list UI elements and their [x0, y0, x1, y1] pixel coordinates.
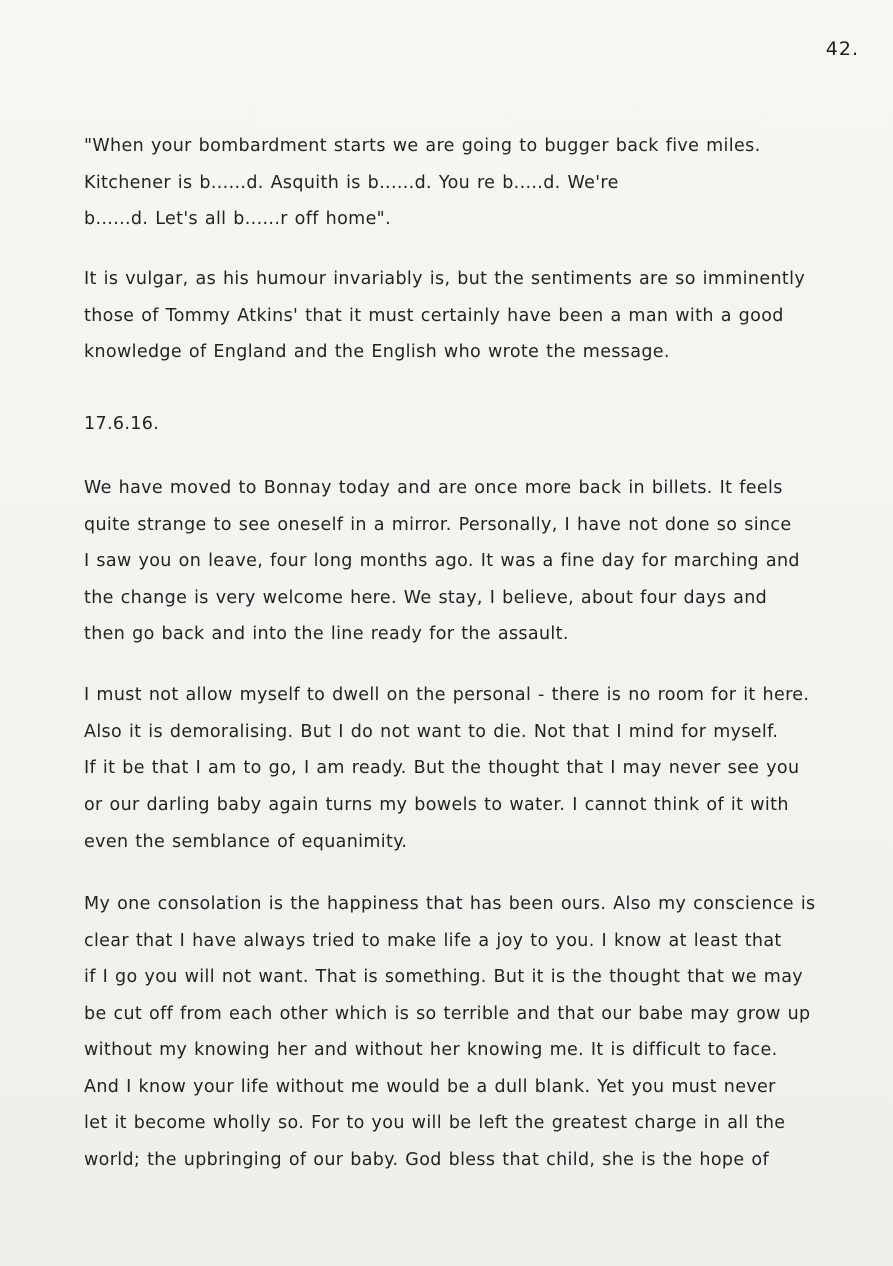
- paragraph-1-line-2: Kitchener is b......d. Asquith is b......d. You re b.....d. We're: [84, 173, 619, 193]
- paragraph-4-line-3: I saw you on leave, four long months ago. It was a fine day for marching and: [84, 551, 800, 571]
- paragraph-6-line-4: be cut off from each other which is so terrible and that our babe may grow up: [84, 1004, 811, 1024]
- paragraph-5-line-2: Also it is demoralising. But I do not want to die. Not that I mind for myself.: [84, 722, 779, 742]
- paragraph-2-line-1: It is vulgar, as his humour invariably is, but the sentiments are so imminently: [84, 269, 806, 289]
- paragraph-4-line-4: the change is very welcome here. We stay, I believe, about four days and: [84, 588, 768, 608]
- paragraph-6-line-7: let it become wholly so. For to you will be left the greatest charge in all the: [84, 1113, 786, 1133]
- diary-date: 17.6.16.: [84, 414, 160, 434]
- paragraph-4-line-1: We have moved to Bonnay today and are once more back in billets. It feels: [84, 478, 783, 498]
- paragraph-4-line-2: quite strange to see oneself in a mirror. Personally, I have not done so since: [84, 515, 792, 535]
- paragraph-6-line-2: clear that I have always tried to make life a joy to you. I know at least that: [84, 931, 782, 951]
- paragraph-6-line-3: if I go you will not want. That is something. But it is the thought that we may: [84, 967, 803, 987]
- paragraph-5-line-4: or our darling baby again turns my bowels to water. I cannot think of it with: [84, 795, 789, 815]
- paragraph-6-line-1: My one consolation is the happiness that has been ours. Also my conscience is: [84, 894, 816, 914]
- paragraph-1-line-1: "When your bombardment starts we are going to bugger back five miles.: [84, 136, 761, 156]
- paragraph-5-line-1: I must not allow myself to dwell on the personal - there is no room for it here.: [84, 685, 810, 705]
- paragraph-6-line-5: without my knowing her and without her knowing me. It is difficult to face.: [84, 1040, 778, 1060]
- paragraph-5-line-5: even the semblance of equanimity.: [84, 832, 408, 852]
- page-number: 42.: [825, 38, 859, 60]
- paragraph-5-line-3: If it be that I am to go, I am ready. But the thought that I may never see you: [84, 758, 800, 778]
- paragraph-1-line-3: b......d. Let's all b......r off home".: [84, 209, 391, 229]
- paragraph-6-line-8: world; the upbringing of our baby. God bless that child, she is the hope of: [84, 1150, 769, 1170]
- paragraph-2-line-2: those of Tommy Atkins' that it must certainly have been a man with a good: [84, 306, 784, 326]
- paragraph-6-line-6: And I know your life without me would be a dull blank. Yet you must never: [84, 1077, 776, 1097]
- paragraph-4-line-5: then go back and into the line ready for the assault.: [84, 624, 569, 644]
- paragraph-2-line-3: knowledge of England and the English who wrote the message.: [84, 342, 670, 362]
